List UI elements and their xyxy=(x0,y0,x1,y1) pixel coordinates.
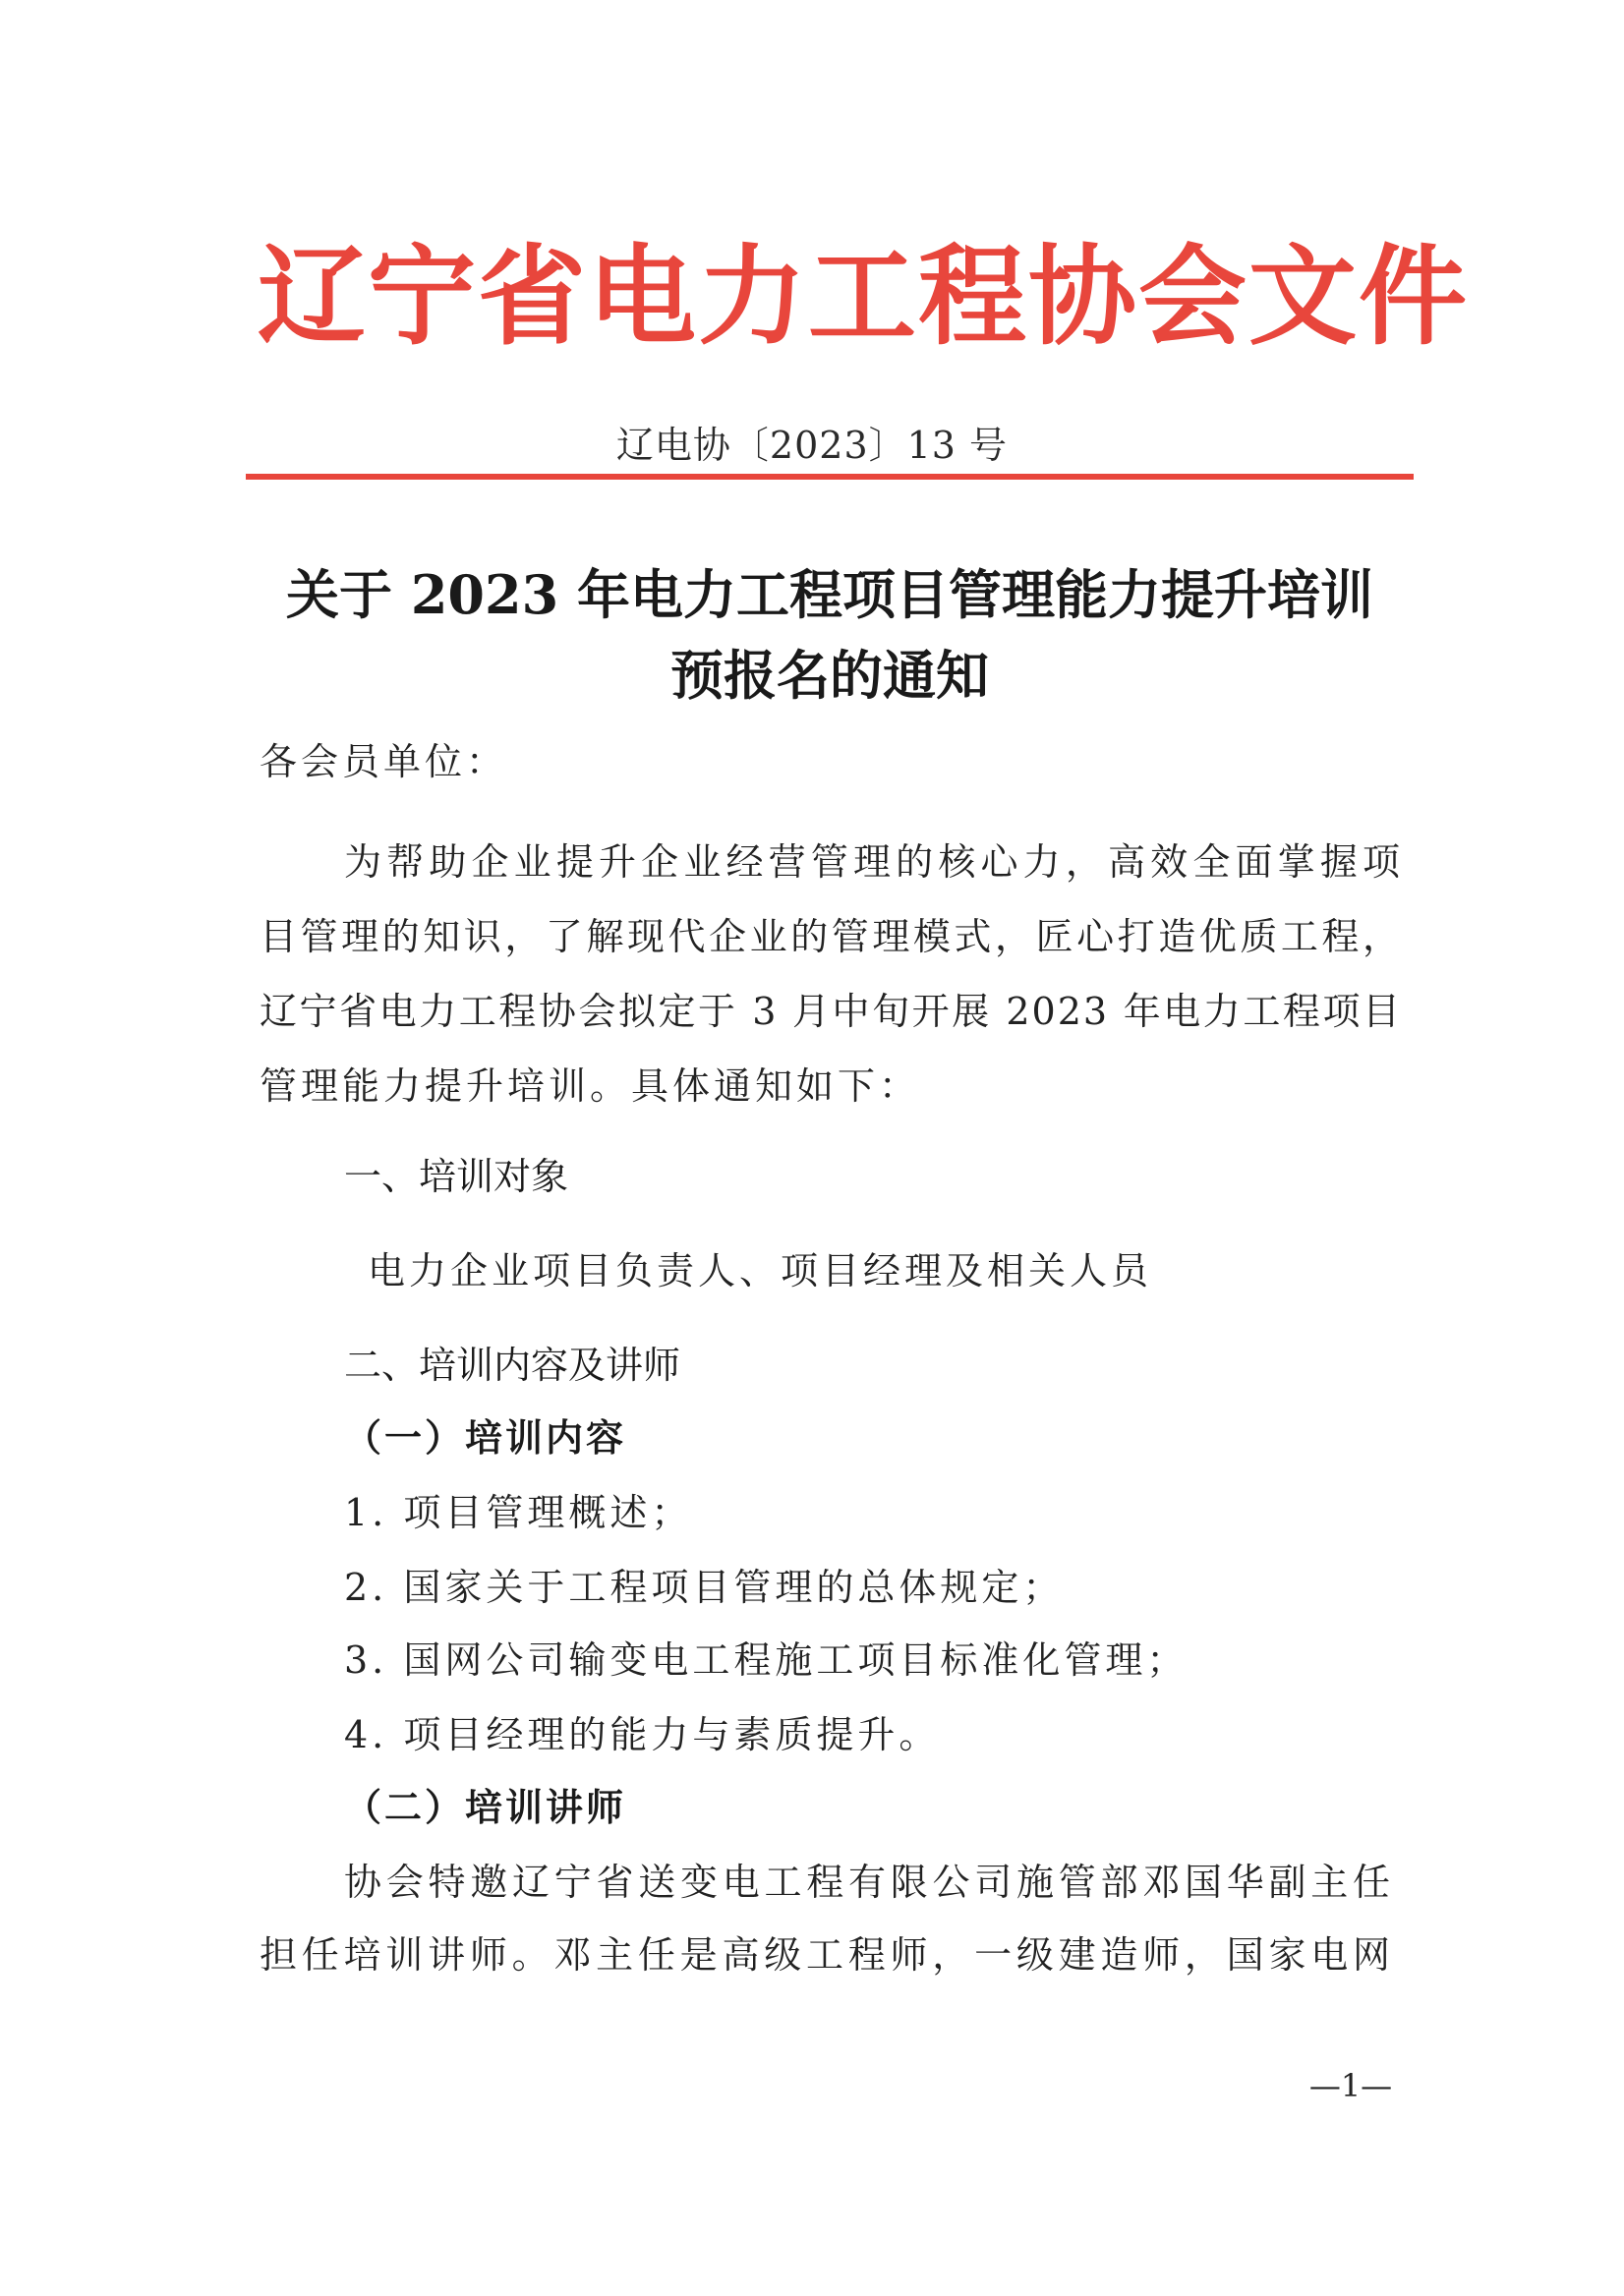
page-number: —1— xyxy=(1308,2067,1393,2104)
intro-line-1: 为帮助企业提升企业经营管理的核心力，高效全面掌握项 xyxy=(344,840,1402,884)
notice-title-line-2: 预报名的通知 xyxy=(670,644,989,707)
content-item-3: 3. 国网公司输变电工程施工项目标准化管理； xyxy=(344,1638,1189,1682)
intro-line-3: 辽宁省电力工程协会拟定于 3 月中旬开展 2023 年电力工程项目 xyxy=(260,990,1402,1033)
document-number: 辽电协〔2023〕13 号 xyxy=(615,424,1009,467)
trainer-line-2: 担任培训讲师。邓主任是高级工程师，一级建造师，国家电网 xyxy=(260,1933,1392,1977)
intro-line-4: 管理能力提升培训。具体通知如下： xyxy=(260,1064,921,1108)
trainer-line-1: 协会特邀辽宁省送变电工程有限公司施管部邓国华副主任 xyxy=(344,1861,1392,1904)
section-1-body: 电力企业项目负责人、项目经理及相关人员 xyxy=(368,1249,1153,1292)
red-divider-line xyxy=(246,474,1414,480)
intro-line-2: 目管理的知识，了解现代企业的管理模式，匠心打造优质工程， xyxy=(260,915,1402,958)
subsection-training-content-heading: （一）培训内容 xyxy=(344,1415,627,1460)
subsection-trainer-heading: （二）培训讲师 xyxy=(344,1785,627,1829)
content-item-2: 2. 国家关于工程项目管理的总体规定； xyxy=(344,1566,1065,1609)
content-item-1: 1. 项目管理概述； xyxy=(344,1491,693,1534)
masthead-title: 辽宁省电力工程协会文件 xyxy=(258,233,1469,360)
section-1-heading: 一、培训对象 xyxy=(344,1155,569,1198)
salutation: 各会员单位： xyxy=(260,740,508,783)
notice-title-line-1: 关于 2023 年电力工程项目管理能力提升培训 xyxy=(286,563,1373,626)
section-2-heading: 二、培训内容及讲师 xyxy=(344,1344,681,1387)
content-item-4: 4. 项目经理的能力与素质提升。 xyxy=(344,1713,941,1756)
